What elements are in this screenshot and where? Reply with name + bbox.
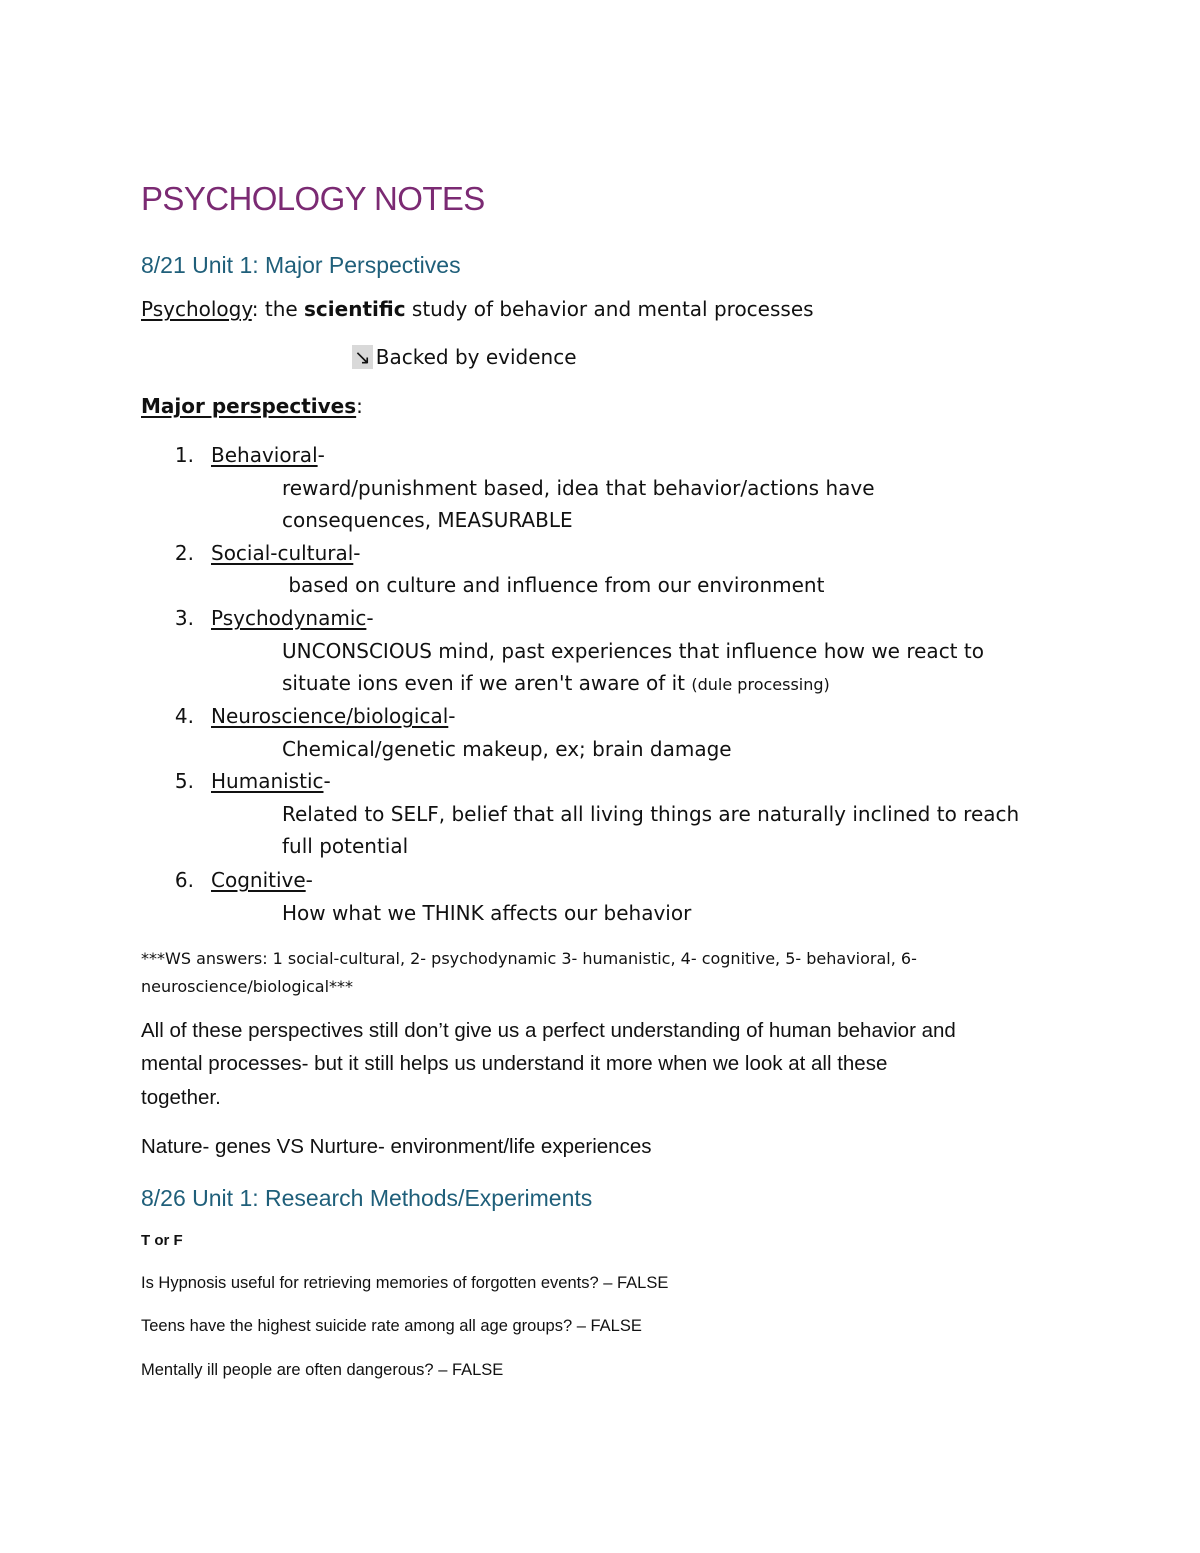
ws-answers-line: ***WS answers: 1 social-cultural, 2- psychodynamic 3- humanistic, 4- cognitive, 5- behavioral, 6- xyxy=(141,949,917,968)
list-item-text: full potential xyxy=(282,834,409,858)
perspective-name: Psychodynamic xyxy=(211,606,367,630)
list-item-title xyxy=(211,443,325,467)
arrow-note xyxy=(352,345,577,369)
list-number: 3. xyxy=(174,606,194,630)
term-psychology: Psychology xyxy=(141,297,252,321)
list-item-text-line xyxy=(282,671,830,695)
definition-joiner: : the xyxy=(251,297,305,321)
perspective-name: Neuroscience/biological xyxy=(211,704,449,728)
arrow-note-text: Backed by evidence xyxy=(375,345,577,369)
tf-question: Is Hypnosis useful for retrieving memories of forgotten events? – FALSE xyxy=(141,1274,669,1292)
page-title: PSYCHOLOGY NOTES xyxy=(141,180,485,217)
list-item-text: consequences, MEASURABLE xyxy=(282,508,573,532)
list-number: 5. xyxy=(174,769,194,793)
paragraph-line: All of these perspectives still don’t give us a perfect understanding of human behavior and xyxy=(141,1019,956,1042)
tf-label: T or F xyxy=(141,1232,183,1249)
dash: - xyxy=(323,769,331,793)
list-item-title xyxy=(211,541,361,565)
list-item-text: situate ions even if we aren't aware of it xyxy=(282,671,686,695)
list-item-text: reward/punishment based, idea that behavior/actions have xyxy=(282,476,875,500)
dash: - xyxy=(317,443,325,467)
list-number: 6. xyxy=(174,868,194,892)
list-number: 2. xyxy=(174,541,194,565)
major-perspectives-label: Major perspectives xyxy=(141,394,357,418)
list-item-text: UNCONSCIOUS mind, past experiences that influence how we react to xyxy=(282,639,984,663)
paragraph-line: mental processes- but it still helps us understand it more when we look at all these xyxy=(141,1052,888,1075)
heading-colon: : xyxy=(356,394,363,418)
paragraph-line: together. xyxy=(141,1086,221,1109)
section-heading-research-methods: 8/26 Unit 1: Research Methods/Experiments xyxy=(141,1185,593,1211)
major-perspectives-heading xyxy=(141,394,363,418)
arrow-icon: ↘ xyxy=(354,345,371,369)
perspective-name: Behavioral xyxy=(211,443,318,467)
definition-rest: study of behavior and mental processes xyxy=(405,297,814,321)
section-heading-major-perspectives: 8/21 Unit 1: Major Perspectives xyxy=(141,252,461,278)
perspective-name: Humanistic xyxy=(211,769,324,793)
list-number: 4. xyxy=(174,704,194,728)
dash: - xyxy=(353,541,361,565)
list-item-text: based on culture and influence from our environment xyxy=(282,573,825,597)
list-item-text: How what we THINK affects our behavior xyxy=(282,901,692,925)
list-item-title xyxy=(211,704,456,728)
list-item-title xyxy=(211,868,313,892)
perspective-name: Cognitive xyxy=(211,868,306,892)
term-scientific: scientific xyxy=(304,297,406,321)
list-number: 1. xyxy=(174,443,194,467)
dash: - xyxy=(366,606,374,630)
list-item-title xyxy=(211,606,374,630)
dash: - xyxy=(448,704,456,728)
side-note: (dule processing) xyxy=(691,675,830,694)
psychology-definition xyxy=(141,297,814,321)
nature-nurture-line: Nature- genes VS Nurture- environment/life experiences xyxy=(141,1135,652,1158)
list-item-title xyxy=(211,769,331,793)
tf-question: Mentally ill people are often dangerous? – FALSE xyxy=(141,1361,504,1379)
list-item-text: Related to SELF, belief that all living things are naturally inclined to reach xyxy=(282,802,1020,826)
perspective-name: Social-cultural xyxy=(211,541,354,565)
dash: - xyxy=(305,868,313,892)
list-item-text: Chemical/genetic makeup, ex; brain damage xyxy=(282,737,732,761)
ws-answers-line: neuroscience/biological*** xyxy=(141,977,354,996)
tf-question: Teens have the highest suicide rate among all age groups? – FALSE xyxy=(141,1317,642,1335)
